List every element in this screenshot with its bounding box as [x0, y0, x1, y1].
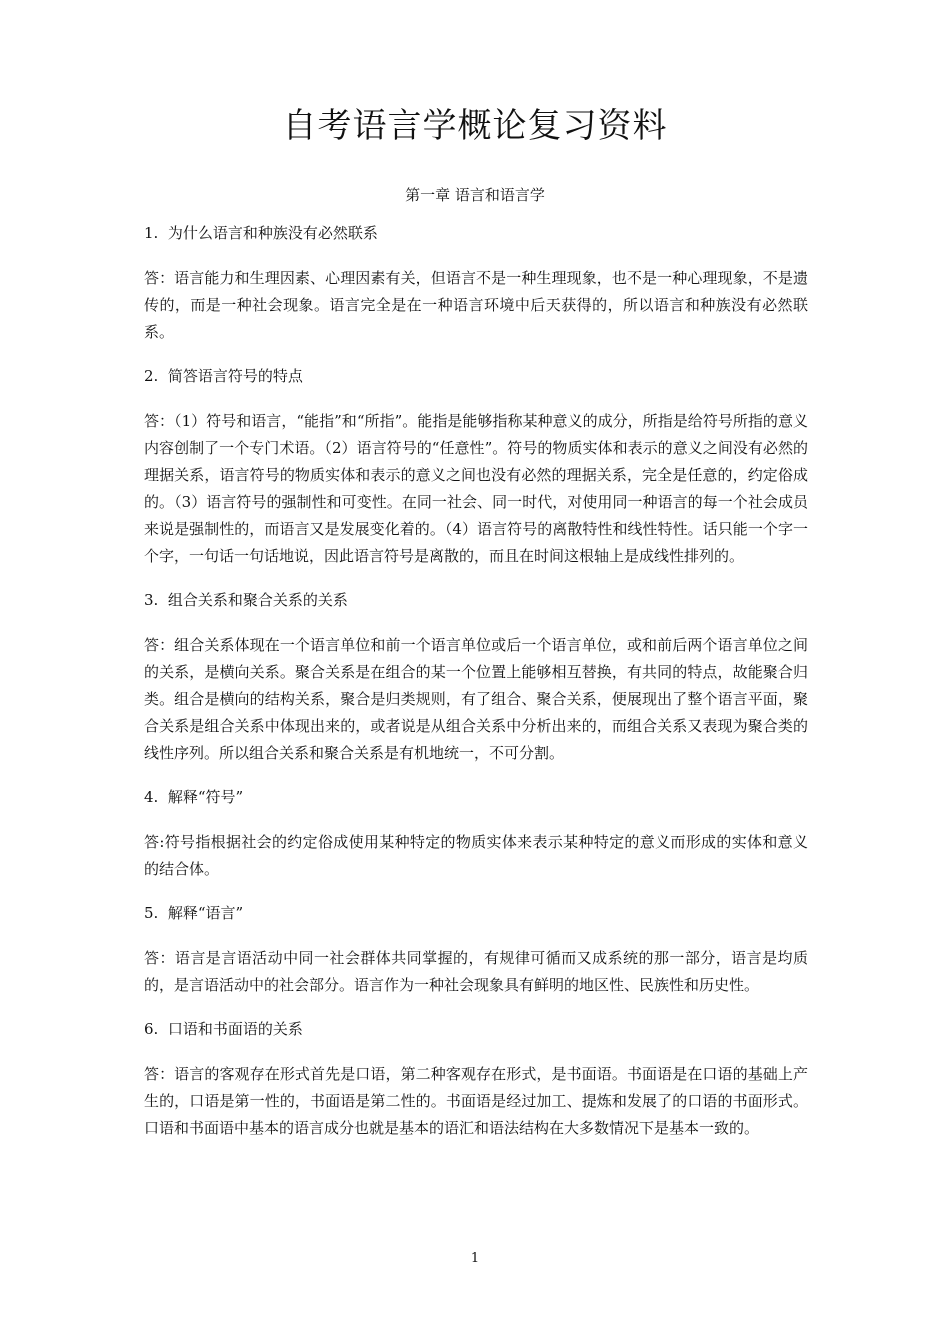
answer-paragraph: 答：（1）符号和语言，“能指”和“所指”。能指是能够指称某种意义的成分，所指是给符号所指的意义内容创制了一个专门术语。（2）语言符号的“任意性”。符号的物质实体和表示的意义之间没有必然的理据关系，语言符号的物质实体和表示的意义之间也没有必然的理据关系，完全是任意的，约定俗成的。（3）语言符号的强制性和可变性。在同一社会、同一时代，对使用同一种语言的每一个社会成员来说是强制性的，而语言又是发展变化着的。（4）语言符号的离散特性和线性特性。话只能一个字一个字，一句话一句话地说，因此语言符号是离散的，而且在时间这根轴上是成线性排列的。 — [144, 412, 808, 565]
qa-item — [144, 363, 808, 570]
answer-paragraph: 答：语言能力和生理因素、心理因素有关，但语言不是一种生理现象，也不是一种心理现象，不是遗传的，而是一种社会现象。语言完全是在一种语言环境中后天获得的，所以语言和种族没有必然联系。 — [144, 269, 808, 341]
question-heading: 6. 口语和书面语的关系 — [144, 1020, 303, 1038]
qa-item — [144, 587, 808, 767]
document-title: 自考语言学概论复习资料 — [282, 106, 668, 146]
question-heading: 2. 简答语言符号的特点 — [144, 367, 303, 385]
qa-item — [144, 900, 808, 999]
question-heading: 5. 解释“语言” — [144, 904, 244, 922]
answer-paragraph: 答：语言是言语活动中同一社会群体共同掌握的，有规律可循而又成系统的那一部分，语言是均质的，是言语活动中的社会部分。语言作为一种社会现象具有鲜明的地区性、民族性和历史性。 — [144, 949, 808, 994]
chapter-heading: 第一章 语言和语言学 — [405, 186, 545, 204]
document-body — [144, 220, 808, 1159]
answer-paragraph: 答：组合关系体现在一个语言单位和前一个语言单位或后一个语言单位，或和前后两个语言单位之间的关系，是横向关系。聚合关系是在组合的某一个位置上能够相互替换，有共同的特点，故能聚合归类。组合是横向的结构关系，聚合是归类规则，有了组合、聚合关系，便展现出了整个语言平面，聚合关系是组合关系中体现出来的，或者说是从组合关系中分析出来的，而组合关系又表现为聚合类的线性序列。所以组合关系和聚合关系是有机地统一，不可分割。 — [144, 636, 808, 762]
page-number: 1 — [470, 1251, 480, 1266]
question-heading: 1. 为什么语言和种族没有必然联系 — [144, 224, 378, 242]
question-heading: 3. 组合关系和聚合关系的关系 — [144, 591, 348, 609]
answer-paragraph: 答：语言的客观存在形式首先是口语，第二种客观存在形式，是书面语。书面语是在口语的基础上产生的，口语是第一性的，书面语是第二性的。书面语是经过加工、提炼和发展了的口语的书面形式。口语和书面语中基本的语言成分也就是基本的语汇和语法结构在大多数情况下是基本一致的。 — [144, 1065, 808, 1137]
qa-item — [144, 1016, 808, 1142]
qa-item — [144, 784, 808, 883]
qa-item — [144, 220, 808, 346]
question-heading: 4. 解释“符号” — [144, 788, 244, 806]
answer-paragraph: 答:符号指根据社会的约定俗成使用某种特定的物质实体来表示某种特定的意义而形成的实体和意义的结合体。 — [144, 833, 808, 878]
